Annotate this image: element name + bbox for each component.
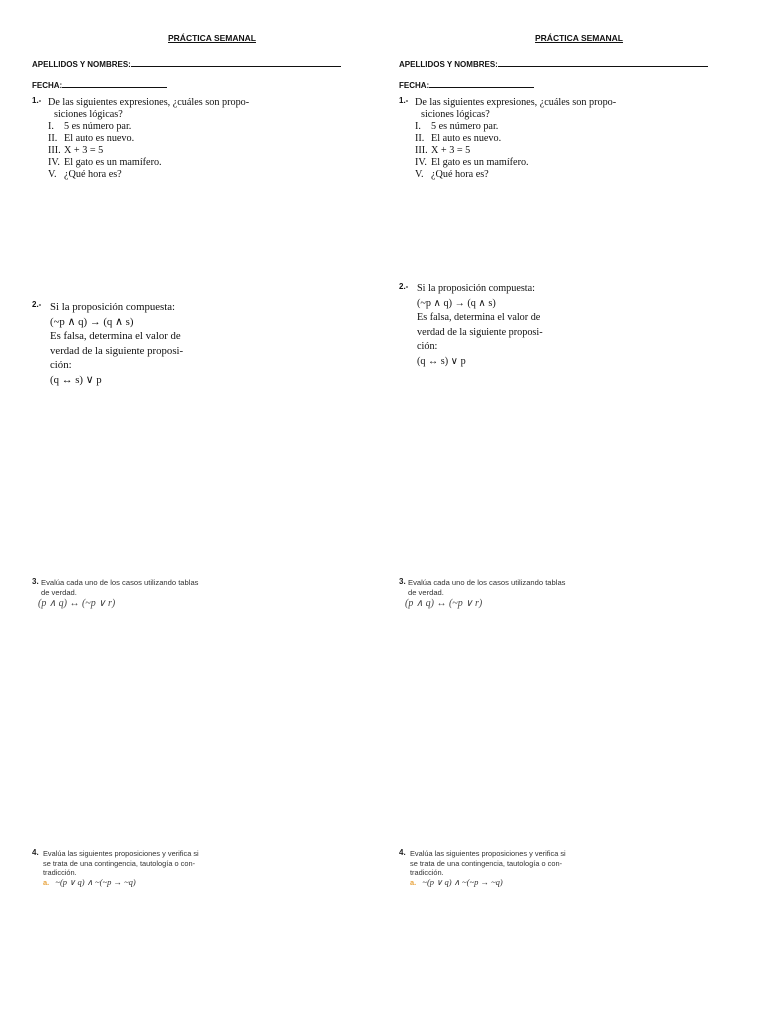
question-number: 1.-: [32, 96, 42, 105]
question-3-text: [408, 578, 565, 598]
question-4-item: [43, 878, 199, 888]
question-2-target-formula: (q ↔ s) ∨ p: [417, 355, 466, 367]
worksheet-title: PRÁCTICA SEMANAL: [535, 33, 623, 43]
date-blank-line: [429, 79, 534, 88]
question-number: 2.-: [32, 300, 42, 309]
question-number: 4.: [399, 848, 406, 857]
question-4-line: Evalúa las siguientes proposiciones y verifica si: [43, 849, 199, 858]
question-2-line: verdad de la siguiente proposi-: [50, 344, 184, 357]
worksheet-copy-left: [32, 0, 392, 1024]
question-2-line: Si la proposición compuesta:: [417, 283, 535, 294]
question-2-text: [417, 282, 543, 369]
question-2-line: Si la proposición compuesta:: [50, 301, 176, 313]
name-label: APELLIDOS Y NOMBRES:: [32, 60, 131, 69]
item-letter: a.: [410, 877, 417, 887]
question-2-premise: (~p ∧ q) → (q ∧ s): [50, 315, 134, 328]
question-1-text: [48, 97, 249, 181]
worksheet-copy-right: [399, 0, 759, 1024]
name-blank-line: [498, 58, 708, 67]
list-item: III. X + 3 = 5: [415, 145, 471, 156]
question-number: 1.-: [399, 96, 409, 105]
question-number: 2.-: [399, 282, 409, 291]
date-field: [399, 75, 534, 93]
date-field: [32, 75, 167, 93]
list-item: IV. El gato es un mamífero.: [415, 157, 529, 168]
question-1-prompt-line2: siciones lógicas?: [421, 109, 490, 120]
name-label: APELLIDOS Y NOMBRES:: [399, 60, 498, 69]
question-3-formula: (p ∧ q) ↔ (~p ∨ r): [38, 598, 116, 609]
question-3-formula: (p ∧ q) ↔ (~p ∨ r): [405, 598, 483, 609]
name-field: [399, 54, 708, 72]
question-3-line: de verdad.: [408, 588, 444, 597]
question-1-prompt-line1: De las siguientes expresiones, ¿cuáles son propo-: [415, 97, 617, 108]
question-3-text: [41, 578, 198, 598]
question-2-line: Es falsa, determina el valor de: [417, 312, 541, 323]
question-number: 3.: [32, 577, 39, 586]
question-3-line: de verdad.: [41, 588, 77, 597]
question-3-line: Evalúa cada uno de los casos utilizando tablas: [41, 578, 199, 587]
list-item: I. 5 es número par.: [48, 121, 132, 132]
list-item: III. X + 3 = 5: [48, 145, 104, 156]
question-4-line: se trata de una contingencia, tautología o con-: [410, 858, 563, 868]
list-item: IV. El gato es un mamífero.: [48, 157, 162, 168]
question-3-line: Evalúa cada uno de los casos utilizando tablas: [408, 578, 566, 587]
question-2-line: ción:: [50, 359, 72, 371]
list-item: II. El auto es nuevo.: [48, 133, 135, 144]
question-2-line: verdad de la siguiente proposi-: [417, 326, 543, 338]
list-item: V. ¿Qué hora es?: [48, 169, 122, 180]
question-4-line: Evalúa las siguientes proposiciones y verifica si: [410, 849, 566, 858]
list-item: I. 5 es número par.: [415, 121, 499, 132]
question-4-line: se trata de una contingencia, tautología o con-: [43, 858, 196, 868]
name-blank-line: [131, 58, 341, 67]
question-2-target-formula: (q ↔ s) ∨ p: [50, 373, 102, 386]
item-letter: a.: [43, 877, 50, 887]
question-4-formula: ~(p ∨ q) ∧ ~(~p → ~q): [422, 876, 503, 887]
question-4-text: [410, 849, 566, 887]
question-2-line: ción:: [417, 341, 438, 352]
name-field: [32, 54, 341, 72]
list-item: V. ¿Qué hora es?: [415, 169, 489, 180]
question-1-text: [415, 97, 616, 181]
date-blank-line: [62, 79, 167, 88]
question-4-line: tradicción.: [43, 868, 77, 878]
question-2-text: [50, 300, 183, 387]
worksheet-title: PRÁCTICA SEMANAL: [168, 33, 256, 43]
question-2-line: Es falsa, determina el valor de: [50, 330, 181, 342]
question-number: 3.: [399, 577, 406, 586]
question-4-formula: ~(p ∨ q) ∧ ~(~p → ~q): [55, 876, 136, 887]
question-4-line: tradicción.: [410, 868, 444, 878]
question-1-prompt-line1: De las siguientes expresiones, ¿cuáles son propo-: [48, 97, 250, 108]
question-1-prompt-line2: siciones lógicas?: [54, 109, 123, 120]
question-4-item: [410, 878, 566, 888]
list-item: II. El auto es nuevo.: [415, 133, 502, 144]
question-2-premise: (~p ∧ q) → (q ∧ s): [417, 297, 496, 309]
question-4-text: [43, 849, 199, 887]
date-label: FECHA:: [32, 81, 63, 90]
date-label: FECHA:: [399, 81, 430, 90]
question-number: 4.: [32, 848, 39, 857]
